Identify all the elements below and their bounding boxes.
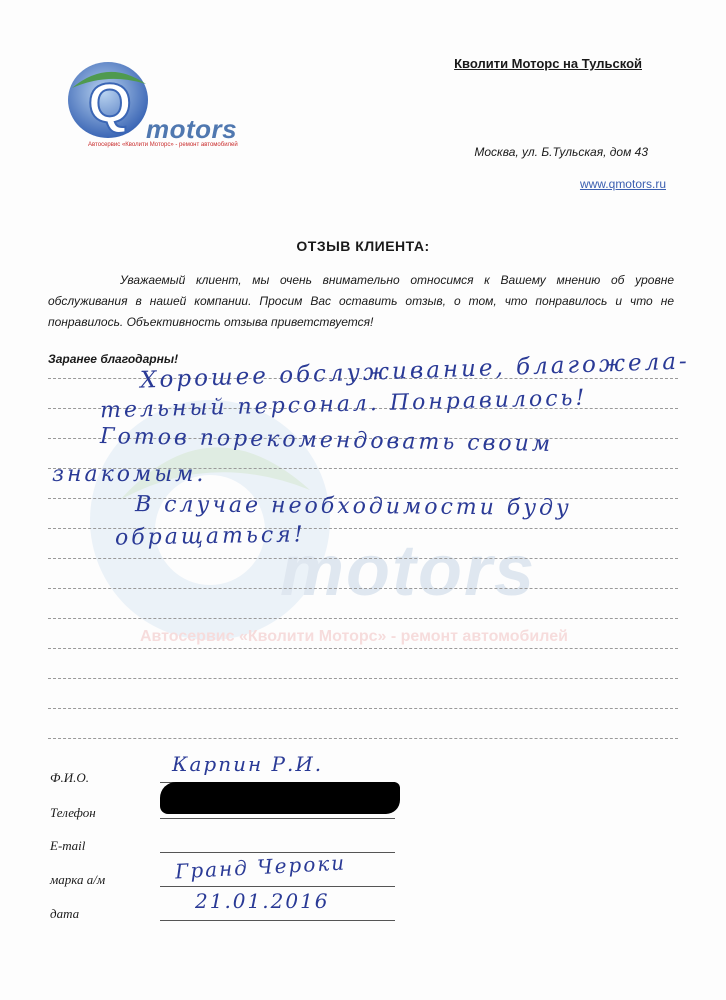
qmotors-logo [62,58,252,158]
form-thanks: Заранее благодарны! [48,352,179,366]
car-line [160,886,395,887]
date-label: дата [50,906,80,921]
company-website-link[interactable]: www.qmotors.ru [579,177,666,191]
watermark-tagline: Автосервис «Кволити Моторс» - ремонт автомобилей [140,628,568,645]
form-title: ОТЗЫВ КЛИЕНТА: [296,238,430,254]
handwritten-line: тельный персонал. Понравилось! [99,385,588,424]
date-value: 21.01.2016 [195,889,330,913]
handwritten-line: Готов порекомендовать своим [99,424,554,457]
name-value: Карпин Р.И. [172,752,324,776]
handwritten-line: обращаться! [114,522,306,551]
handwritten-line: Хорошее обслуживание, благожела- [139,348,691,394]
ruled-line [48,588,678,589]
date-line [160,920,395,921]
watermark-letters: motors [280,531,537,611]
ruled-line [48,678,678,679]
handwritten-line: В случае необходимости буду [134,492,572,521]
email-label: E-mail [50,838,86,853]
phone-label: Телефон [50,805,96,820]
car-label: марка а/м [50,872,106,887]
company-name: Кволити Моторс на Тульской [454,56,642,71]
ruled-line [48,738,678,739]
ruled-line [48,648,678,649]
name-label: Ф.И.О. [50,770,89,785]
car-value: Гранд Чероки [174,850,347,884]
ruled-line [48,618,678,619]
ruled-line [48,708,678,709]
ruled-line [48,558,678,559]
redaction-mark [160,782,400,814]
svg-text:Q: Q [88,71,132,134]
company-address: Москва, ул. Б.Тульская, дом 43 [474,145,648,159]
logo-tagline: Автосервис «Кволити Моторс» - ремонт автомобилей [88,142,238,148]
handwritten-line: знакомым. [52,462,207,487]
email-line [160,852,395,853]
form-intro: Уважаемый клиент, мы очень внимательно относимся к Вашему мнению об уровне обслуживания в нашей компании. Просим Вас оставить отзыв, о том, что понравилось и что не понравилось. Объективность отзыва приветствуется! [48,273,674,329]
logo-wordmark: motors [146,114,238,144]
phone-line [160,818,395,819]
